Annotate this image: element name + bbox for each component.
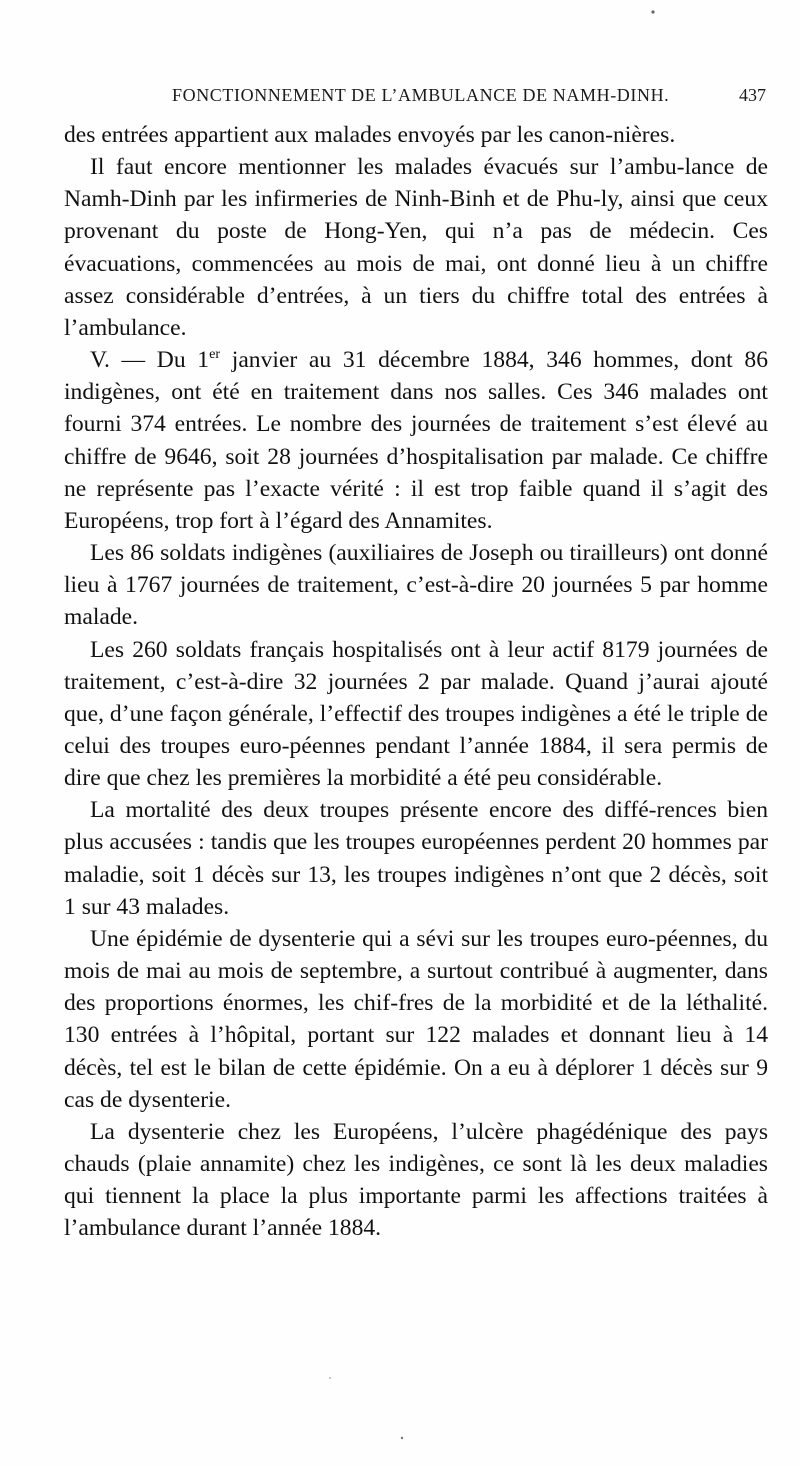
paragraph-indigenous-soldiers: Les 86 soldats indigènes (auxiliaires de Joseph ou tirailleurs) ont donné lieu à 1767 journées de traitement, c’est-à-dire 20 journées 5 par homme malade.: [64, 540, 768, 631]
paragraph-mortality: La mortalité des deux troupes présente encore des diffé-rences bien plus accusées : tandis que les troupes européennes perdent 20 hommes par maladie, soit 1 décès sur 13, les troupes indigènes n’ont que 2 décès, soit 1 sur 43 malades.: [64, 797, 768, 920]
paragraph-dysentery-epidemic: Une épidémie de dysenterie qui a sévi sur les troupes euro-péennes, du mois de mai au mois de septembre, a surtout contribué à augmenter, dans des proportions énormes, les chif-fres de la morbidité et de la léthalité. 130 entrées à l’hôpital, portant sur 122 malades et donnant lieu à 14 décès, tel est le bilan de cette épidémie. On a eu à déplorer 1 décès sur 9 cas de dysenterie.: [64, 925, 768, 1113]
paragraph-conclusion: La dysenterie chez les Européens, l’ulcère phagédénique des pays chauds (plaie annamite) chez les indigènes, ce sont là les deux maladies qui tiennent la place la plus importante parmi les affections traitées à l’ambulance durant l’année 1884.: [64, 1118, 768, 1242]
paragraph-continuation: des entrées appartient aux malades envoyés par les canon-nières.: [64, 122, 676, 148]
scan-speck: [329, 1377, 331, 1379]
page-number: 437: [739, 85, 766, 105]
ordinal-superscript: er: [209, 346, 221, 363]
paragraph-section-v: V. — Du 1er janvier au 31 décembre 1884, 346 hommes, dont 86 indigènes, ont été en traitement dans nos salles. Ces 346 malades ont fourni 374 entrées. Le nombre des journées de traitement s’est élevé au chiffre de 9646, soit 28 journées d’hospitalisation par malade. Ce chiffre ne représente pas l’exacte vérité : il est trop faible quand il s’agit des Européens, trop fort à l’égard des Annamites.: [64, 346, 768, 534]
scan-speck: [651, 10, 654, 13]
paragraph-evacuations: Il faut encore mentionner les malades évacués sur l’ambu-lance de Namh-Dinh par les infirmeries de Ninh-Binh et de Phu-ly, ainsi que ceux provenant du poste de Hong-Yen, qui n’a pas de médecin. Ces évacuations, commencées au mois de mai, ont donné lieu à un chiffre assez considérable d’entrées, à un tiers du chiffre total des entrées à l’ambulance.: [64, 154, 768, 341]
body-text: [64, 119, 768, 1244]
paragraph-french-soldiers: Les 260 soldats français hospitalisés ont à leur actif 8179 journées de traitement, c’est-à-dire 32 journées 2 par malade. Quand j’aurai ajouté que, d’une façon générale, l’effectif des troupes indigènes a été le triple de celui des troupes euro-péennes pendant l’année 1884, il sera permis de dire que chez les premières la morbidité a été peu considérable.: [64, 636, 768, 792]
running-title: FONCTIONNEMENT DE L’AMBULANCE DE NAMH-DINH.: [172, 85, 670, 105]
scan-speck: [401, 1437, 403, 1439]
running-head: [62, 80, 768, 110]
